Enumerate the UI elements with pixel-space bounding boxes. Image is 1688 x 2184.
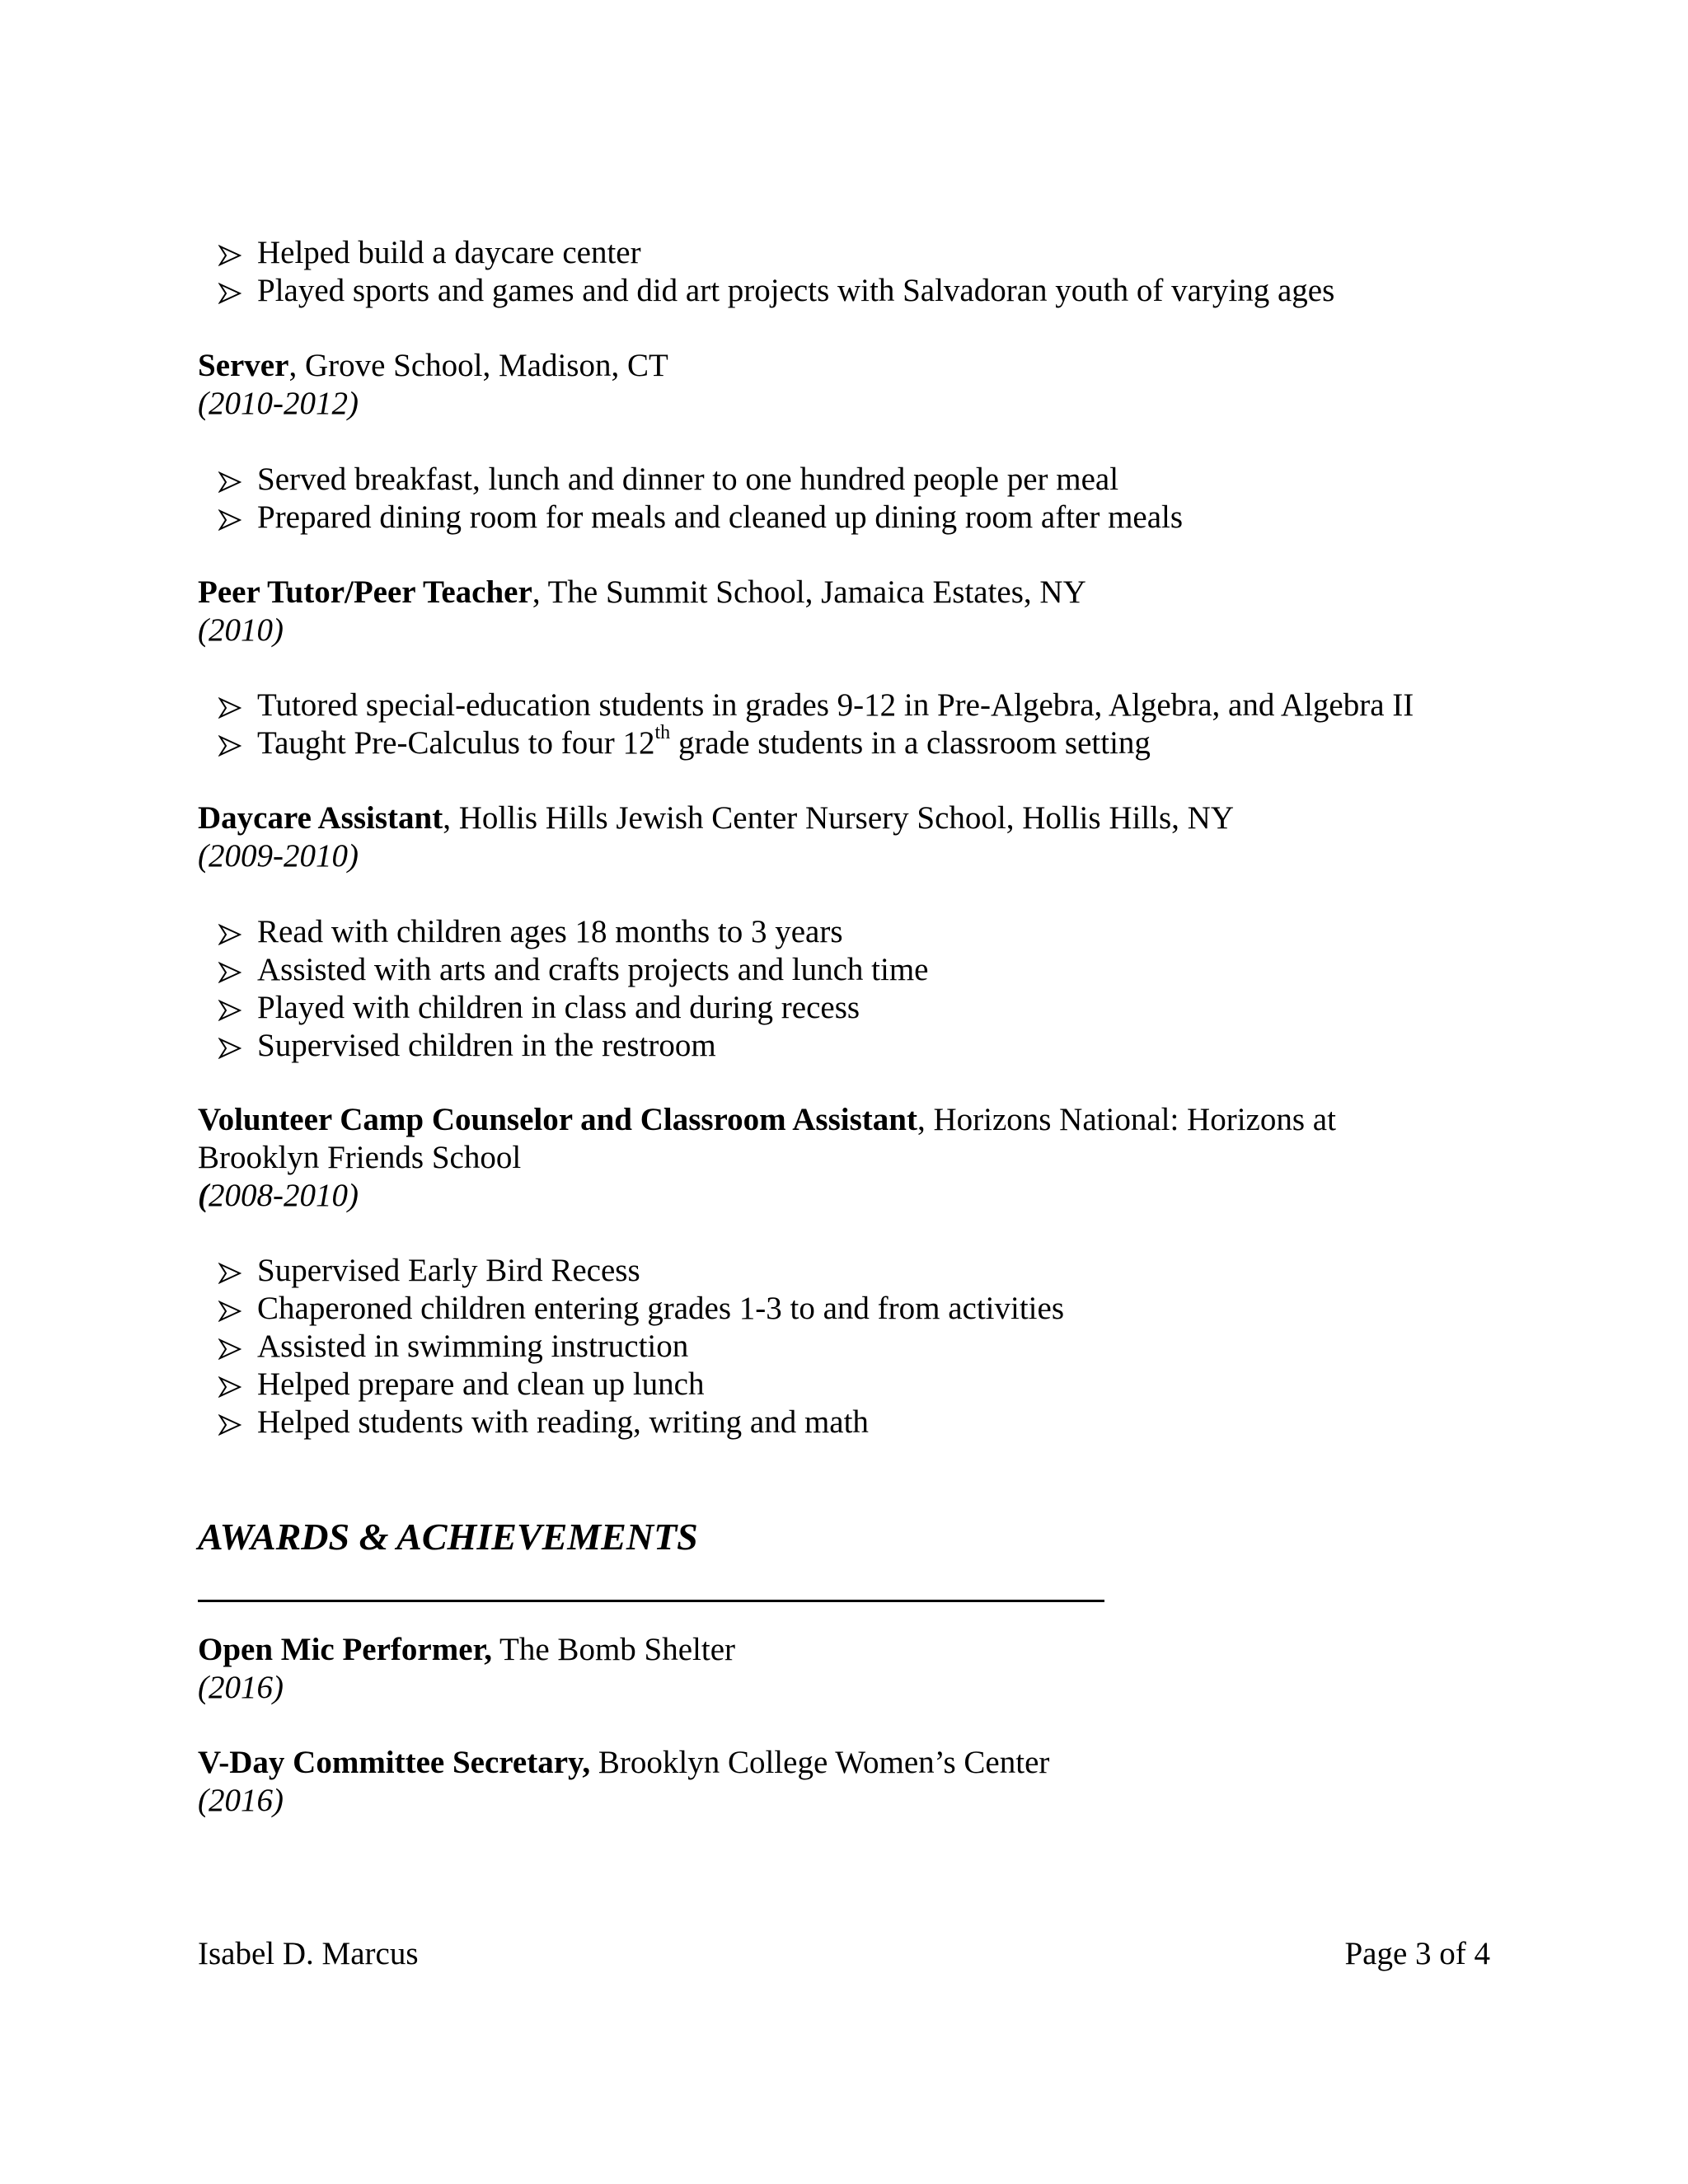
arrow-bullet-icon: [218, 1376, 241, 1398]
job-years: (2009-2010): [198, 838, 359, 874]
award-years: (2016): [198, 1783, 284, 1818]
list-item: [218, 1252, 1064, 1290]
arrow-bullet-icon: [218, 1414, 241, 1436]
job-entry-peer-tutor: [198, 574, 1086, 649]
arrow-bullet-icon: [218, 924, 241, 945]
bullet-text: Prepared dining room for meals and cleaned up dining room after meals: [257, 499, 1184, 535]
job-title: Server: [198, 348, 289, 383]
list-item: [218, 913, 928, 951]
job-title: Daycare Assistant: [198, 800, 443, 836]
bullet-text: Played with children in class and during recess: [257, 990, 860, 1025]
job-org: , The Summit School, Jamaica Estates, NY: [532, 574, 1086, 610]
job-org: , Horizons National: Horizons at: [917, 1102, 1336, 1137]
bullet-text: Read with children ages 18 months to 3 years: [257, 914, 843, 949]
job-entry-daycare: [198, 799, 1234, 875]
bullet-text: Supervised Early Bird Recess: [257, 1253, 640, 1288]
job-entry-server: [198, 347, 668, 423]
arrow-bullet-icon: [218, 1338, 241, 1360]
years-text: 2008-2010): [209, 1178, 359, 1213]
bullet-text: Helped build a daycare center: [257, 235, 641, 270]
job-title: Volunteer Camp Counselor and Classroom Assistant: [198, 1102, 917, 1137]
list-item: [218, 951, 928, 989]
arrow-bullet-icon: [218, 1038, 241, 1059]
bullet-text: Supervised children in the restroom: [257, 1028, 716, 1063]
section-divider: [198, 1600, 1104, 1602]
bullet-text: Assisted with arts and crafts projects and lunch time: [257, 952, 929, 987]
list-item: [218, 687, 1414, 724]
arrow-bullet-icon: [218, 697, 241, 719]
arrow-bullet-icon: [218, 245, 241, 266]
arrow-bullet-icon: [218, 1263, 241, 1284]
footer-page-number: Page 3 of 4: [1344, 1936, 1490, 1971]
bullet-text: Served breakfast, lunch and dinner to one hundred people per meal: [257, 462, 1119, 497]
list-item: [218, 1328, 1064, 1366]
bullet-text: Tutored special-education students in grades 9-12 in Pre-Algebra, Algebra, and Algebra II: [257, 687, 1414, 723]
list-item: [218, 1366, 1064, 1404]
years-open-paren: (: [198, 1178, 209, 1213]
list-item: [218, 234, 1334, 272]
arrow-bullet-icon: [218, 962, 241, 983]
footer-author-name: Isabel D. Marcus: [198, 1936, 419, 1971]
job-years: (2010-2012): [198, 386, 359, 421]
job-org: , Hollis Hills Jewish Center Nursery School, Hollis Hills, NY: [443, 800, 1234, 836]
bullet-list: [218, 913, 928, 1065]
ordinal-suffix: th: [654, 722, 671, 743]
list-item: [218, 1290, 1064, 1328]
award-org: The Bomb Shelter: [492, 1632, 735, 1667]
bullet-text: Played sports and games and did art projects with Salvadoran youth of varying ages: [257, 273, 1335, 308]
bullet-text: Helped prepare and clean up lunch: [257, 1366, 705, 1402]
arrow-bullet-icon: [218, 283, 241, 304]
section-heading-awards: AWARDS & ACHIEVEMENTS: [198, 1516, 698, 1558]
job-years: [198, 1177, 1336, 1215]
arrow-bullet-icon: [218, 1301, 241, 1322]
list-item: [218, 724, 1414, 762]
bullet-text: Chaperoned children entering grades 1-3 to and from activities: [257, 1291, 1064, 1326]
bullet-list: [218, 1252, 1064, 1441]
bullet-text: grade students in a classroom setting: [670, 725, 1151, 761]
list-item: [218, 272, 1334, 310]
bullet-list: [218, 461, 1183, 537]
list-item: [218, 989, 928, 1027]
bullet-list: [218, 687, 1414, 762]
job-years: (2010): [198, 612, 284, 648]
list-item: [218, 461, 1183, 499]
arrow-bullet-icon: [218, 1000, 241, 1021]
bullet-list: [218, 234, 1334, 310]
job-org: , Grove School, Madison, CT: [288, 348, 668, 383]
award-org: Brooklyn College Women’s Center: [590, 1745, 1050, 1780]
arrow-bullet-icon: [218, 735, 241, 757]
award-title: Open Mic Performer,: [198, 1632, 492, 1667]
list-item: [218, 1027, 928, 1065]
job-org-line2: Brooklyn Friends School: [198, 1140, 522, 1175]
award-title: V-Day Committee Secretary,: [198, 1745, 591, 1780]
list-item: [218, 1404, 1064, 1441]
award-entry: [198, 1744, 1049, 1820]
bullet-text: Taught Pre-Calculus to four 12: [257, 725, 655, 761]
award-entry: [198, 1631, 735, 1707]
list-item: [218, 499, 1183, 537]
award-years: (2016): [198, 1670, 284, 1705]
bullet-text: Assisted in swimming instruction: [257, 1329, 689, 1364]
arrow-bullet-icon: [218, 471, 241, 493]
job-entry-camp-counselor: [198, 1101, 1336, 1215]
job-title: Peer Tutor/Peer Teacher: [198, 574, 532, 610]
arrow-bullet-icon: [218, 509, 241, 531]
bullet-text: Helped students with reading, writing and math: [257, 1404, 869, 1440]
